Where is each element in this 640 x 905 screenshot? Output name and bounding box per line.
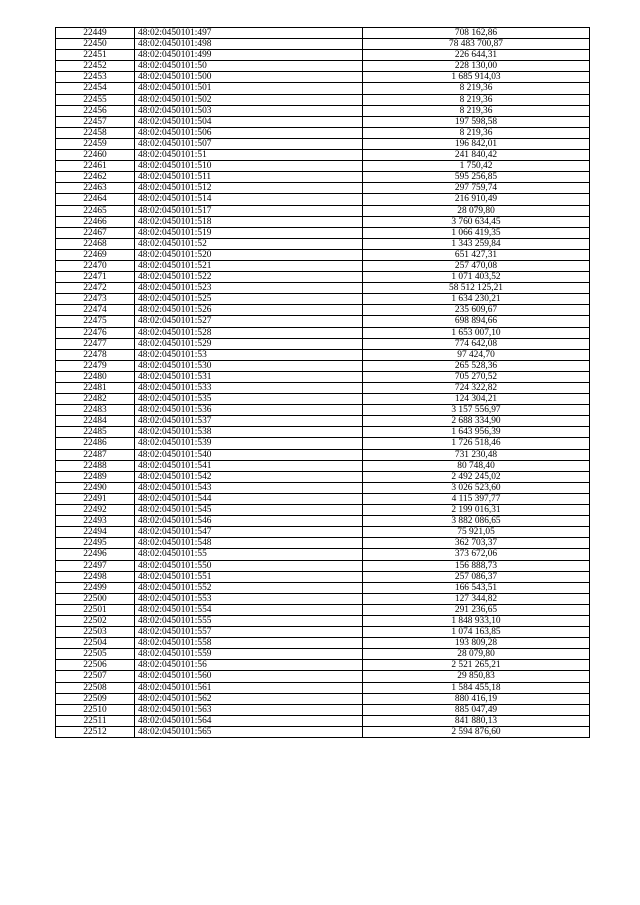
row-number-cell: 22474 <box>56 305 135 316</box>
cadastral-value-cell: 197 598,58 <box>363 116 590 127</box>
cadastral-number-cell: 48:02:0450101:540 <box>135 449 363 460</box>
row-number-cell: 22493 <box>56 516 135 527</box>
table-row <box>56 305 590 316</box>
table-row <box>56 50 590 61</box>
cadastral-value-cell: 166 543,51 <box>363 582 590 593</box>
cadastral-number-cell: 48:02:0450101:565 <box>135 726 363 737</box>
cadastral-value-cell: 196 842,01 <box>363 138 590 149</box>
cadastral-value-cell: 2 199 016,31 <box>363 505 590 516</box>
cadastral-number-cell: 48:02:0450101:545 <box>135 505 363 516</box>
row-number-cell: 22456 <box>56 105 135 116</box>
cadastral-number-cell: 48:02:0450101:517 <box>135 205 363 216</box>
row-number-cell: 22488 <box>56 460 135 471</box>
row-number-cell: 22499 <box>56 582 135 593</box>
row-number-cell: 22459 <box>56 138 135 149</box>
row-number-cell: 22509 <box>56 693 135 704</box>
row-number-cell: 22455 <box>56 94 135 105</box>
row-number-cell: 22503 <box>56 627 135 638</box>
cadastral-value-cell: 235 609,67 <box>363 305 590 316</box>
cadastral-number-cell: 48:02:0450101:525 <box>135 294 363 305</box>
row-number-cell: 22510 <box>56 704 135 715</box>
cadastral-number-cell: 48:02:0450101:562 <box>135 693 363 704</box>
row-number-cell: 22482 <box>56 394 135 405</box>
row-number-cell: 22500 <box>56 593 135 604</box>
cadastral-value-cell: 2 492 245,02 <box>363 471 590 482</box>
table-row <box>56 416 590 427</box>
cadastral-number-cell: 48:02:0450101:547 <box>135 527 363 538</box>
cadastral-value-cell: 724 322,82 <box>363 383 590 394</box>
cadastral-value-cell: 193 809,28 <box>363 638 590 649</box>
cadastral-number-cell: 48:02:0450101:546 <box>135 516 363 527</box>
cadastral-number-cell: 48:02:0450101:550 <box>135 560 363 571</box>
cadastral-value-cell: 708 162,86 <box>363 28 590 39</box>
cadastral-number-cell: 48:02:0450101:541 <box>135 460 363 471</box>
table-row <box>56 172 590 183</box>
row-number-cell: 22483 <box>56 405 135 416</box>
cadastral-value-cell: 1 643 956,39 <box>363 427 590 438</box>
cadastral-number-cell: 48:02:0450101:500 <box>135 72 363 83</box>
cadastral-value-cell: 78 483 700,87 <box>363 39 590 50</box>
table-row <box>56 438 590 449</box>
row-number-cell: 22486 <box>56 438 135 449</box>
row-number-cell: 22506 <box>56 660 135 671</box>
table-row <box>56 28 590 39</box>
table-row <box>56 116 590 127</box>
table-row <box>56 39 590 50</box>
cadastral-number-cell: 48:02:0450101:522 <box>135 272 363 283</box>
cadastral-number-cell: 48:02:0450101:520 <box>135 249 363 260</box>
table-body <box>56 28 590 738</box>
cadastral-number-cell: 48:02:0450101:530 <box>135 360 363 371</box>
table-row <box>56 394 590 405</box>
row-number-cell: 22473 <box>56 294 135 305</box>
row-number-cell: 22492 <box>56 505 135 516</box>
cadastral-number-cell: 48:02:0450101:55 <box>135 549 363 560</box>
cadastral-value-cell: 1 848 933,10 <box>363 615 590 626</box>
cadastral-value-cell: 3 026 523,60 <box>363 482 590 493</box>
cadastral-number-cell: 48:02:0450101:564 <box>135 715 363 726</box>
row-number-cell: 22487 <box>56 449 135 460</box>
table-row <box>56 571 590 582</box>
row-number-cell: 22472 <box>56 283 135 294</box>
cadastral-value-cell: 1 726 518,46 <box>363 438 590 449</box>
cadastral-number-cell: 48:02:0450101:518 <box>135 216 363 227</box>
cadastral-number-cell: 48:02:0450101:529 <box>135 338 363 349</box>
table-row <box>56 493 590 504</box>
row-number-cell: 22467 <box>56 227 135 238</box>
cadastral-number-cell: 48:02:0450101:504 <box>135 116 363 127</box>
cadastral-number-cell: 48:02:0450101:511 <box>135 172 363 183</box>
cadastral-value-cell: 297 759,74 <box>363 183 590 194</box>
row-number-cell: 22458 <box>56 127 135 138</box>
table-row <box>56 505 590 516</box>
table-row <box>56 726 590 737</box>
table-row <box>56 338 590 349</box>
cadastral-value-cell: 595 256,85 <box>363 172 590 183</box>
row-number-cell: 22462 <box>56 172 135 183</box>
cadastral-value-cell: 774 642,08 <box>363 338 590 349</box>
cadastral-value-cell: 29 850,83 <box>363 671 590 682</box>
cadastral-number-cell: 48:02:0450101:497 <box>135 28 363 39</box>
cadastral-value-cell: 885 047,49 <box>363 704 590 715</box>
table-row <box>56 671 590 682</box>
table-row <box>56 560 590 571</box>
cadastral-number-cell: 48:02:0450101:560 <box>135 671 363 682</box>
table-row <box>56 604 590 615</box>
table-row <box>56 238 590 249</box>
row-number-cell: 22454 <box>56 83 135 94</box>
cadastral-number-cell: 48:02:0450101:526 <box>135 305 363 316</box>
cadastral-value-cell: 651 427,31 <box>363 249 590 260</box>
cadastral-value-cell: 226 644,31 <box>363 50 590 61</box>
cadastral-value-cell: 3 760 634,45 <box>363 216 590 227</box>
row-number-cell: 22450 <box>56 39 135 50</box>
row-number-cell: 22475 <box>56 316 135 327</box>
table-row <box>56 549 590 560</box>
cadastral-value-cell: 1 750,42 <box>363 161 590 172</box>
cadastral-number-cell: 48:02:0450101:554 <box>135 604 363 615</box>
cadastral-number-cell: 48:02:0450101:555 <box>135 615 363 626</box>
cadastral-value-cell: 841 880,13 <box>363 715 590 726</box>
table-row <box>56 316 590 327</box>
row-number-cell: 22465 <box>56 205 135 216</box>
table-row <box>56 72 590 83</box>
table-row <box>56 627 590 638</box>
table-row <box>56 471 590 482</box>
cadastral-number-cell: 48:02:0450101:538 <box>135 427 363 438</box>
cadastral-number-cell: 48:02:0450101:53 <box>135 349 363 360</box>
cadastral-value-cell: 58 512 125,21 <box>363 283 590 294</box>
cadastral-number-cell: 48:02:0450101:50 <box>135 61 363 72</box>
table-row <box>56 360 590 371</box>
cadastral-value-cell: 362 703,37 <box>363 538 590 549</box>
cadastral-value-cell: 2 521 265,21 <box>363 660 590 671</box>
cadastral-number-cell: 48:02:0450101:51 <box>135 150 363 161</box>
cadastral-number-cell: 48:02:0450101:527 <box>135 316 363 327</box>
row-number-cell: 22501 <box>56 604 135 615</box>
cadastral-value-cell: 291 236,65 <box>363 604 590 615</box>
row-number-cell: 22461 <box>56 161 135 172</box>
row-number-cell: 22512 <box>56 726 135 737</box>
cadastral-value-cell: 265 528,36 <box>363 360 590 371</box>
cadastral-value-table <box>55 27 590 738</box>
table-row <box>56 216 590 227</box>
cadastral-value-cell: 216 910,49 <box>363 194 590 205</box>
cadastral-number-cell: 48:02:0450101:502 <box>135 94 363 105</box>
table-row <box>56 83 590 94</box>
cadastral-number-cell: 48:02:0450101:544 <box>135 493 363 504</box>
row-number-cell: 22498 <box>56 571 135 582</box>
table-row <box>56 715 590 726</box>
row-number-cell: 22453 <box>56 72 135 83</box>
cadastral-value-cell: 8 219,36 <box>363 105 590 116</box>
row-number-cell: 22471 <box>56 272 135 283</box>
table-row <box>56 482 590 493</box>
row-number-cell: 22495 <box>56 538 135 549</box>
cadastral-number-cell: 48:02:0450101:521 <box>135 260 363 271</box>
row-number-cell: 22451 <box>56 50 135 61</box>
cadastral-value-cell: 1 066 419,35 <box>363 227 590 238</box>
cadastral-value-cell: 1 653 007,10 <box>363 327 590 338</box>
cadastral-value-cell: 3 157 556,97 <box>363 405 590 416</box>
cadastral-number-cell: 48:02:0450101:548 <box>135 538 363 549</box>
table-row <box>56 405 590 416</box>
row-number-cell: 22468 <box>56 238 135 249</box>
cadastral-value-cell: 373 672,06 <box>363 549 590 560</box>
cadastral-value-cell: 28 079,80 <box>363 649 590 660</box>
cadastral-value-cell: 2 594 876,60 <box>363 726 590 737</box>
cadastral-number-cell: 48:02:0450101:552 <box>135 582 363 593</box>
cadastral-value-cell: 1 343 259,84 <box>363 238 590 249</box>
cadastral-number-cell: 48:02:0450101:563 <box>135 704 363 715</box>
table-row <box>56 272 590 283</box>
row-number-cell: 22485 <box>56 427 135 438</box>
cadastral-value-cell: 1 685 914,03 <box>363 72 590 83</box>
cadastral-value-cell: 228 130,00 <box>363 61 590 72</box>
cadastral-value-cell: 2 688 334,90 <box>363 416 590 427</box>
row-number-cell: 22505 <box>56 649 135 660</box>
table-row <box>56 460 590 471</box>
cadastral-number-cell: 48:02:0450101:531 <box>135 371 363 382</box>
cadastral-number-cell: 48:02:0450101:52 <box>135 238 363 249</box>
cadastral-value-cell: 156 888,73 <box>363 560 590 571</box>
cadastral-value-cell: 1 584 455,18 <box>363 682 590 693</box>
cadastral-number-cell: 48:02:0450101:535 <box>135 394 363 405</box>
cadastral-number-cell: 48:02:0450101:499 <box>135 50 363 61</box>
table-row <box>56 693 590 704</box>
cadastral-number-cell: 48:02:0450101:56 <box>135 660 363 671</box>
row-number-cell: 22507 <box>56 671 135 682</box>
row-number-cell: 22466 <box>56 216 135 227</box>
cadastral-value-cell: 880 416,19 <box>363 693 590 704</box>
cadastral-value-cell: 97 424,70 <box>363 349 590 360</box>
cadastral-value-cell: 705 270,52 <box>363 371 590 382</box>
cadastral-value-cell: 241 840,42 <box>363 150 590 161</box>
row-number-cell: 22464 <box>56 194 135 205</box>
row-number-cell: 22484 <box>56 416 135 427</box>
cadastral-number-cell: 48:02:0450101:559 <box>135 649 363 660</box>
table-row <box>56 638 590 649</box>
cadastral-number-cell: 48:02:0450101:501 <box>135 83 363 94</box>
table-row <box>56 127 590 138</box>
cadastral-number-cell: 48:02:0450101:514 <box>135 194 363 205</box>
cadastral-value-cell: 1 634 230,21 <box>363 294 590 305</box>
cadastral-number-cell: 48:02:0450101:503 <box>135 105 363 116</box>
table-row <box>56 593 590 604</box>
table-row <box>56 527 590 538</box>
cadastral-value-cell: 127 344,82 <box>363 593 590 604</box>
row-number-cell: 22480 <box>56 371 135 382</box>
cadastral-number-cell: 48:02:0450101:561 <box>135 682 363 693</box>
table-row <box>56 538 590 549</box>
row-number-cell: 22511 <box>56 715 135 726</box>
row-number-cell: 22491 <box>56 493 135 504</box>
table-row <box>56 249 590 260</box>
row-number-cell: 22457 <box>56 116 135 127</box>
cadastral-number-cell: 48:02:0450101:510 <box>135 161 363 172</box>
row-number-cell: 22460 <box>56 150 135 161</box>
cadastral-number-cell: 48:02:0450101:553 <box>135 593 363 604</box>
table-row <box>56 427 590 438</box>
cadastral-number-cell: 48:02:0450101:558 <box>135 638 363 649</box>
cadastral-number-cell: 48:02:0450101:507 <box>135 138 363 149</box>
table-row <box>56 283 590 294</box>
cadastral-number-cell: 48:02:0450101:528 <box>135 327 363 338</box>
table-row <box>56 449 590 460</box>
cadastral-value-cell: 8 219,36 <box>363 83 590 94</box>
cadastral-number-cell: 48:02:0450101:551 <box>135 571 363 582</box>
cadastral-number-cell: 48:02:0450101:537 <box>135 416 363 427</box>
table-row <box>56 649 590 660</box>
cadastral-number-cell: 48:02:0450101:557 <box>135 627 363 638</box>
cadastral-number-cell: 48:02:0450101:523 <box>135 283 363 294</box>
row-number-cell: 22479 <box>56 360 135 371</box>
cadastral-value-cell: 124 304,21 <box>363 394 590 405</box>
table-row <box>56 371 590 382</box>
cadastral-value-cell: 3 882 086,65 <box>363 516 590 527</box>
cadastral-value-cell: 1 071 403,52 <box>363 272 590 283</box>
row-number-cell: 22504 <box>56 638 135 649</box>
cadastral-value-cell: 28 079,80 <box>363 205 590 216</box>
table-row <box>56 660 590 671</box>
row-number-cell: 22489 <box>56 471 135 482</box>
cadastral-value-cell: 8 219,36 <box>363 94 590 105</box>
table-row <box>56 61 590 72</box>
row-number-cell: 22463 <box>56 183 135 194</box>
row-number-cell: 22494 <box>56 527 135 538</box>
table-row <box>56 183 590 194</box>
cadastral-number-cell: 48:02:0450101:536 <box>135 405 363 416</box>
row-number-cell: 22476 <box>56 327 135 338</box>
cadastral-value-cell: 1 074 163,85 <box>363 627 590 638</box>
table-row <box>56 383 590 394</box>
cadastral-value-cell: 257 086,37 <box>363 571 590 582</box>
table-row <box>56 516 590 527</box>
row-number-cell: 22478 <box>56 349 135 360</box>
table-row <box>56 682 590 693</box>
cadastral-value-cell: 80 748,40 <box>363 460 590 471</box>
row-number-cell: 22490 <box>56 482 135 493</box>
cadastral-value-cell: 4 115 397,77 <box>363 493 590 504</box>
row-number-cell: 22481 <box>56 383 135 394</box>
table-row <box>56 161 590 172</box>
cadastral-number-cell: 48:02:0450101:498 <box>135 39 363 50</box>
cadastral-number-cell: 48:02:0450101:542 <box>135 471 363 482</box>
table-row <box>56 94 590 105</box>
cadastral-value-cell: 731 230,48 <box>363 449 590 460</box>
table-row <box>56 582 590 593</box>
row-number-cell: 22452 <box>56 61 135 72</box>
row-number-cell: 22497 <box>56 560 135 571</box>
cadastral-value-cell: 75 921,05 <box>363 527 590 538</box>
cadastral-number-cell: 48:02:0450101:512 <box>135 183 363 194</box>
cadastral-value-cell: 257 470,08 <box>363 260 590 271</box>
table-row <box>56 205 590 216</box>
cadastral-value-cell: 8 219,36 <box>363 127 590 138</box>
row-number-cell: 22470 <box>56 260 135 271</box>
row-number-cell: 22469 <box>56 249 135 260</box>
row-number-cell: 22508 <box>56 682 135 693</box>
table-row <box>56 105 590 116</box>
table-row <box>56 138 590 149</box>
row-number-cell: 22477 <box>56 338 135 349</box>
table-row <box>56 227 590 238</box>
row-number-cell: 22449 <box>56 28 135 39</box>
table-row <box>56 615 590 626</box>
cadastral-value-cell: 698 894,66 <box>363 316 590 327</box>
table-row <box>56 150 590 161</box>
table-row <box>56 327 590 338</box>
table-row <box>56 294 590 305</box>
cadastral-number-cell: 48:02:0450101:533 <box>135 383 363 394</box>
cadastral-number-cell: 48:02:0450101:506 <box>135 127 363 138</box>
cadastral-number-cell: 48:02:0450101:543 <box>135 482 363 493</box>
cadastral-number-cell: 48:02:0450101:519 <box>135 227 363 238</box>
row-number-cell: 22502 <box>56 615 135 626</box>
row-number-cell: 22496 <box>56 549 135 560</box>
table-row <box>56 704 590 715</box>
table-row <box>56 194 590 205</box>
table-row <box>56 260 590 271</box>
table-row <box>56 349 590 360</box>
cadastral-number-cell: 48:02:0450101:539 <box>135 438 363 449</box>
